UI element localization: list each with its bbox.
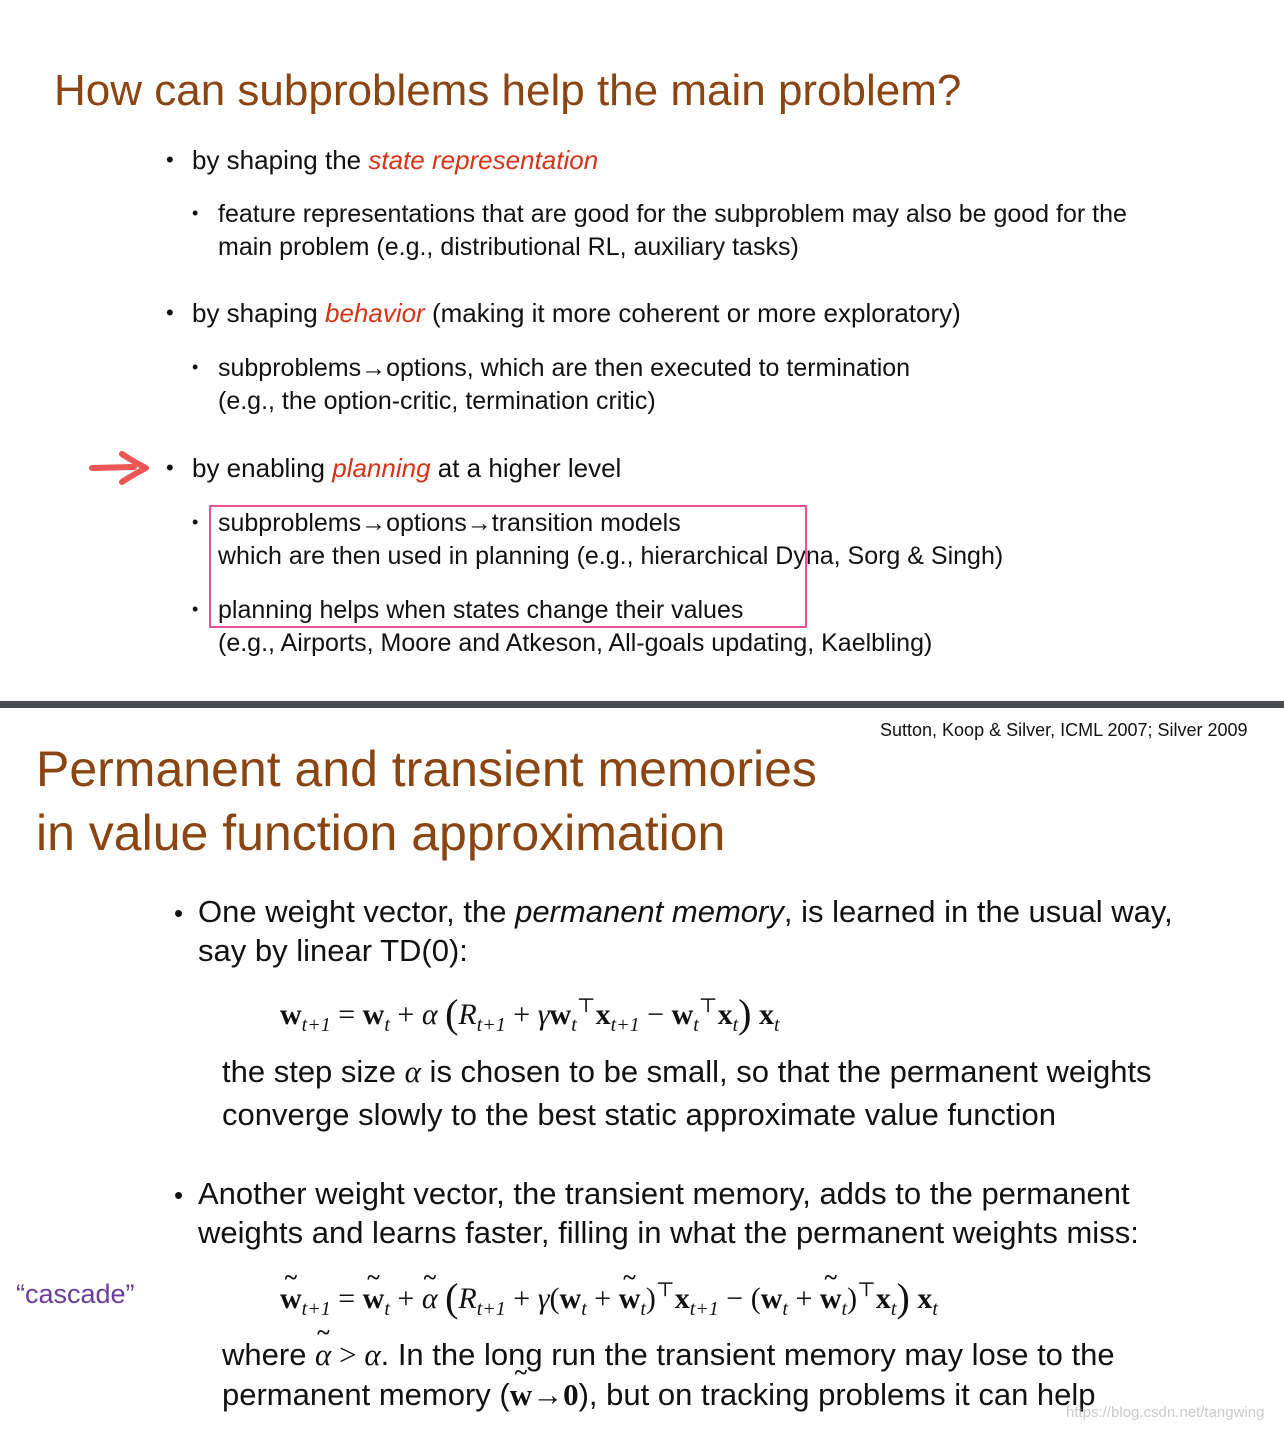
bullet-planning: by enabling planning at a higher level [192,453,622,483]
citation: Sutton, Koop & Silver, ICML 2007; Silver 2009 [880,720,1248,740]
slide2-title-line2: in value function approximation [36,805,726,861]
note-where-line2: permanent memory (~ w→0), but on tracking problems it can help [222,1377,1096,1413]
bullet-transient-line1: Another weight vector, the transient memory, adds to the permanent [198,1176,1130,1211]
sub-bullet-dot: • [192,203,199,223]
sub-bullet-values-line1: planning helps when states change their values [218,596,744,624]
sub-bullet-values-line2: (e.g., Airports, Moore and Atkeson, All-goals updating, Kaelbling) [218,629,933,657]
emph-state-representation: state representation [368,145,599,175]
sub-bullet-features-line1: feature representations that are good for the subproblem may also be good for the [218,200,1127,228]
note-step-size-line2: converge slowly to the best static approximate value function [222,1097,1057,1132]
bullet-dot: • [166,300,174,325]
alpha-inequality: ~ α > α [315,1337,381,1372]
emph-planning: planning [332,453,431,483]
slide-divider [0,701,1284,708]
emph-behavior: behavior [324,298,425,328]
bullet-dot: • [174,1180,184,1210]
cascade-label: “cascade” [16,1279,135,1309]
sub-bullet-transition-line2: which are then used in planning (e.g., hierarchical Dyna, Sorg & Singh) [218,542,1004,570]
sub-bullet-dot: • [192,599,199,619]
w-tilde-limit: ~ w→0 [510,1377,579,1412]
emph-permanent-memory: permanent memory [515,894,784,929]
sub-bullet-transition-line1: subproblems→options→transition models [218,509,681,537]
bullet-permanent-line2: say by linear TD(0): [198,933,468,968]
bullet-behavior: by shaping behavior (making it more coherent or more exploratory) [192,298,961,328]
bullet-permanent-line1: One weight vector, the permanent memory, is learned in the usual way, [198,894,1173,929]
alpha-symbol: α [404,1054,421,1089]
sub-bullet-options-line1: subproblems→options, which are then executed to termination [218,354,911,382]
sub-bullet-dot: • [192,512,199,532]
note-step-size-line1: the step size α is chosen to be small, so that the permanent weights [222,1054,1152,1089]
equation-transient-update: ~ $w_{t+1}$ = ~ $w_t$ + ~ α ($R_{t+1} + \gamma(w_t$ + ~ $w_t)^⊤x_{t+1} - (w_t$ + ~ $w_t)^⊤x_t$) $x_t$ [280,1274,938,1321]
equation-permanent-update: $w_{t+1} = w_t + \alpha$ $(R_{t+1} + \gamma w_t^⊤x_{t+1} - w_t^⊤x_t)$ $x_t$ [280,991,780,1036]
note-where-line1: where ~ α > α. In the long run the transient memory may lose to the [222,1337,1115,1373]
bullet-transient-line2: weights and learns faster, filling in what the permanent weights miss: [198,1215,1139,1250]
sub-bullet-features-line2: main problem (e.g., distributional RL, auxiliary tasks) [218,233,799,261]
slide2-title-line1: Permanent and transient memories [36,741,817,797]
sub-bullet-options-line2: (e.g., the option-critic, termination critic) [218,387,656,415]
bullet-dot: • [174,898,184,928]
bullet-dot: • [166,147,174,172]
watermark: https://blog.csdn.net/tangwing [1066,1404,1265,1421]
slide1-title: How can subproblems help the main problem? [54,66,962,115]
bullet-dot: • [166,455,174,480]
bullet-state-representation: by shaping the state representation [192,145,599,175]
sub-bullet-dot: • [192,357,199,377]
highlight-box [209,505,807,628]
red-arrow-icon [88,448,152,488]
